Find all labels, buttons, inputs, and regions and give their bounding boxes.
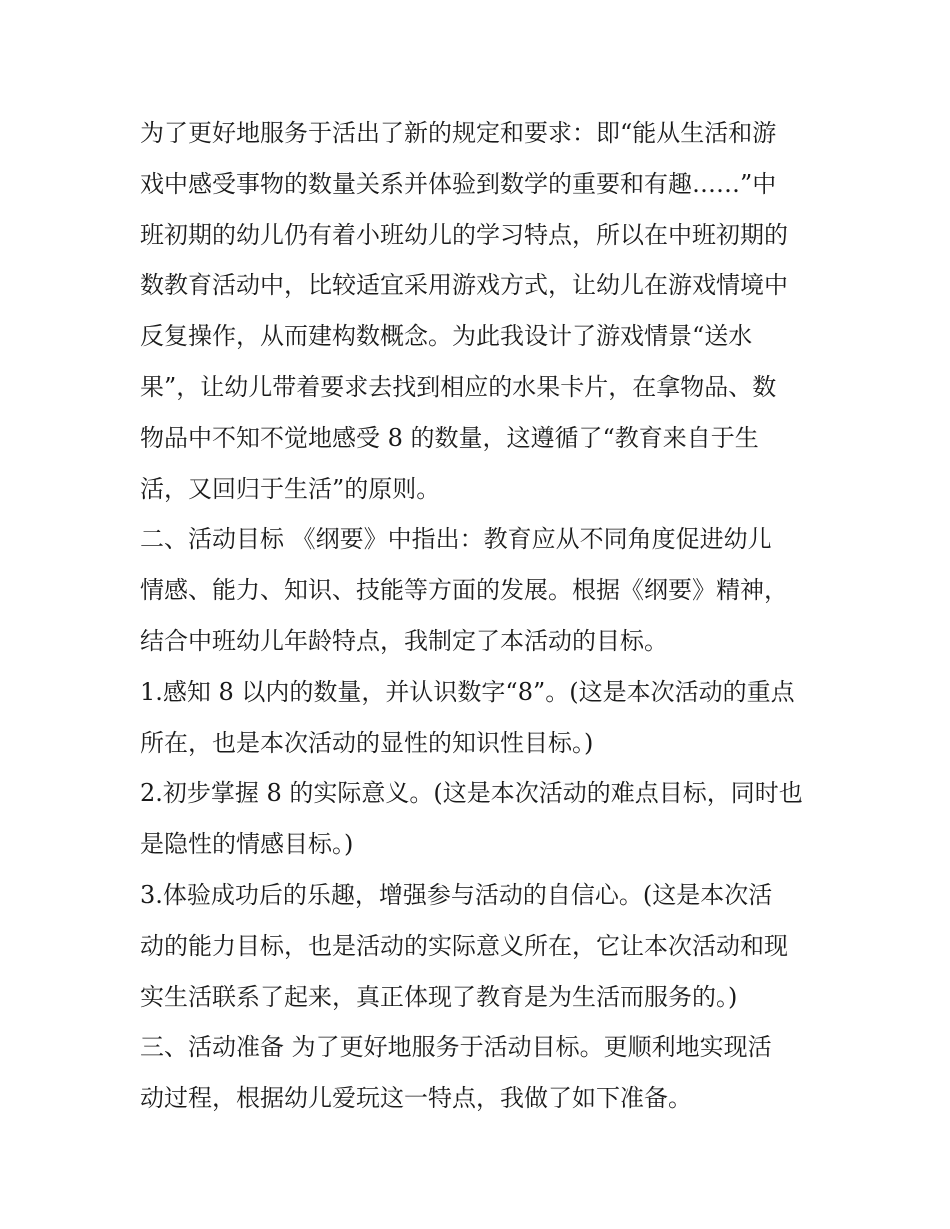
text-line: 数教育活动中，比较适宜采用游戏方式，让幼儿在游戏情境中 (140, 271, 788, 300)
objective-item-1: 1.感知 8 以内的数量，并认识数字“8”。(这是本次活动的重点 (140, 677, 795, 706)
text-line: 戏中感受事物的数量关系并体验到数学的重要和有趣……”中 (140, 169, 777, 198)
text-line: 情感、能力、知识、技能等方面的发展。根据《纲要》精神， (140, 576, 788, 605)
text-line: 是隐性的情感目标。) (140, 830, 354, 859)
text-line: 所在，也是本次活动的显性的知识性目标。) (140, 728, 594, 757)
text-line: 动的能力目标，也是活动的实际意义所在，它让本次活动和现 (140, 931, 788, 960)
text-line: 结合中班幼儿年龄特点，我制定了本活动的目标。 (140, 626, 668, 655)
section-heading-preparation: 三、活动准备 为了更好地服务于活动目标。更顺利地实现活 (140, 1033, 772, 1062)
text-line: 果”，让幼儿带着要求去找到相应的水果卡片，在拿物品、数 (140, 372, 777, 401)
text-line: 为了更好地服务于活出了新的规定和要求：即“能从生活和游 (140, 119, 777, 147)
text-line: 活，又回归于生活”的原则。 (140, 474, 441, 503)
document-body (140, 108, 820, 1124)
objective-item-2: 2.初步掌握 8 的实际意义。(这是本次活动的难点目标，同时也 (140, 779, 803, 808)
objective-item-3: 3.体验成功后的乐趣，增强参与活动的自信心。(这是本次活 (140, 880, 773, 909)
text-line: 反复操作，从而建构数概念。为此我设计了游戏情景“送水 (140, 322, 753, 351)
text-line: 物品中不知不觉地感受 8 的数量，这遵循了“教育来自于生 (140, 423, 759, 452)
section-heading-objectives: 二、活动目标 《纲要》中指出：教育应从不同角度促进幼儿 (140, 525, 772, 554)
text-line: 班初期的幼儿仍有着小班幼儿的学习特点，所以在中班初期的 (140, 220, 788, 249)
text-line: 实生活联系了起来，真正体现了教育是为生活而服务的。) (140, 982, 738, 1011)
text-line: 动过程，根据幼儿爱玩这一特点，我做了如下准备。 (140, 1084, 692, 1113)
